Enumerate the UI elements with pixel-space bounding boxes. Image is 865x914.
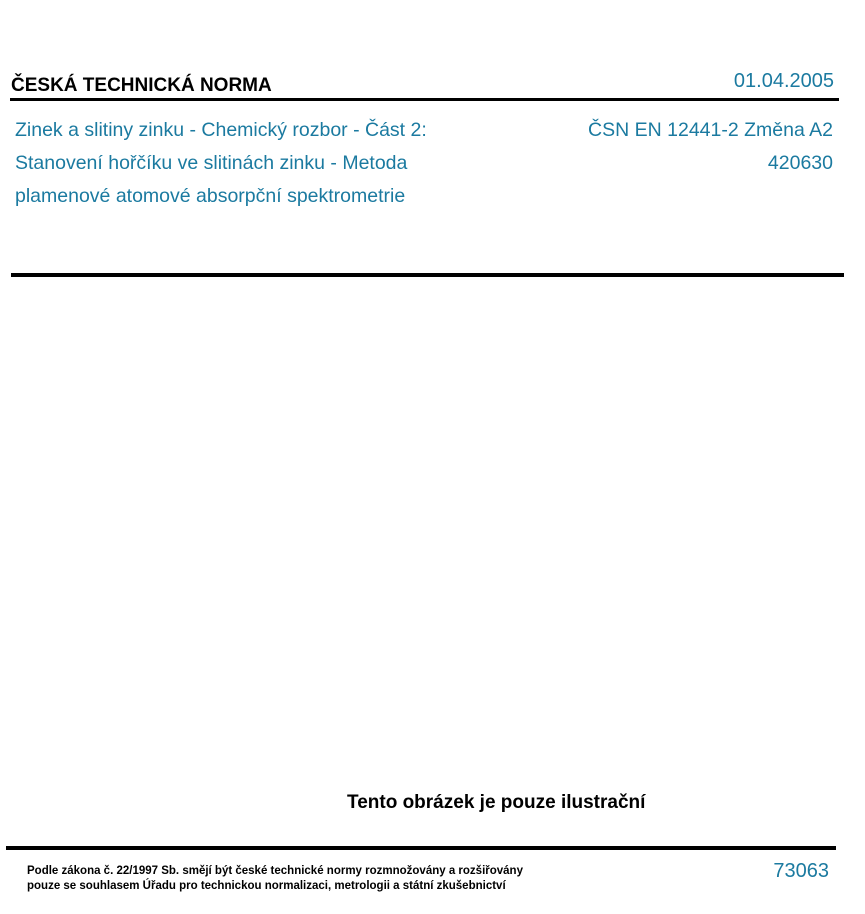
footer-divider [6, 846, 836, 850]
catalog-number: 73063 [773, 860, 829, 882]
copyright-notice [27, 864, 523, 894]
header-divider [10, 98, 839, 101]
illustration-note: Tento obrázek je pouze ilustrační [347, 792, 646, 813]
norm-type-heading: ČESKÁ TECHNICKÁ NORMA [11, 75, 272, 96]
title-line-1: Zinek a slitiny zinku - Chemický rozbor - Část 2: [15, 119, 427, 141]
copyright-line-2: pouze se souhlasem Úřadu pro technickou normalizaci, metrologii a státní zkušebnictví [27, 880, 506, 892]
standard-designation: ČSN EN 12441-2 Změna A2 [588, 119, 833, 141]
standard-title [15, 114, 535, 213]
standard-identifier [588, 114, 833, 180]
classification-number: 420630 [767, 152, 833, 174]
title-line-3: plamenové atomové absorpční spektrometrie [15, 185, 406, 207]
title-line-2: Stanovení hořčíku ve slitinách zinku - Metoda [15, 152, 408, 174]
title-divider [11, 273, 844, 277]
copyright-line-1: Podle zákona č. 22/1997 Sb. smějí být české technické normy rozmnožovány a rozšiřovány [27, 865, 523, 877]
issue-date: 01.04.2005 [733, 70, 834, 92]
